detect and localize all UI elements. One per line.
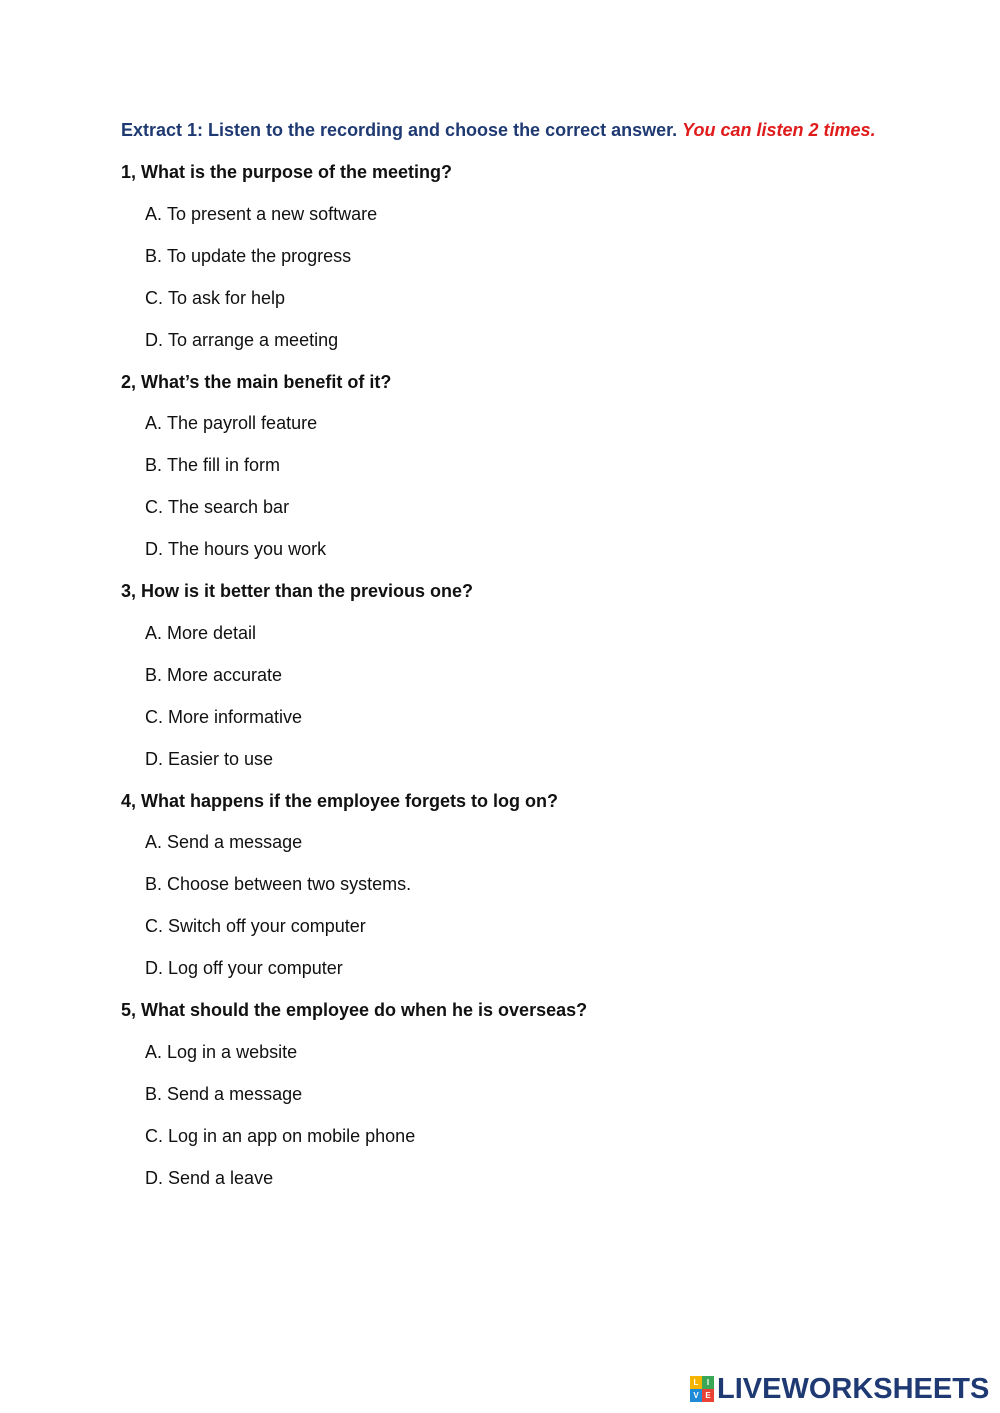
option-text: Choose between two systems.	[167, 874, 412, 894]
option-letter: D.	[145, 330, 163, 350]
logo-mark-letter: V	[690, 1389, 702, 1402]
option-letter: A.	[145, 832, 163, 852]
answer-option[interactable]	[145, 204, 377, 225]
option-text: Send a leave	[168, 1168, 274, 1188]
answer-option[interactable]	[145, 874, 411, 895]
answer-option[interactable]	[145, 832, 302, 853]
option-letter: D.	[145, 749, 163, 769]
option-text: The search bar	[168, 497, 290, 517]
option-letter: B.	[145, 874, 163, 894]
answer-option[interactable]	[145, 288, 285, 309]
option-text: Log off your computer	[168, 958, 343, 978]
answer-option[interactable]	[145, 749, 273, 770]
question-3: 3, How is it better than the previous one?	[121, 581, 474, 601]
option-text: To arrange a meeting	[168, 330, 339, 350]
option-letter: A.	[145, 1042, 163, 1062]
option-text: Send a message	[167, 1084, 303, 1104]
answer-option[interactable]	[145, 665, 282, 686]
answer-option[interactable]	[145, 707, 302, 728]
option-letter: C.	[145, 288, 163, 308]
question-4: 4, What happens if the employee forgets to log on?	[121, 791, 559, 811]
liveworksheets-logo	[690, 1373, 989, 1405]
option-text: More accurate	[167, 665, 283, 685]
option-letter: B.	[145, 246, 163, 266]
answer-option[interactable]	[145, 246, 351, 267]
option-text: More detail	[167, 623, 257, 643]
option-text: To ask for help	[168, 288, 286, 308]
option-text: Send a message	[167, 832, 303, 852]
option-text: Easier to use	[168, 749, 274, 769]
answer-option[interactable]	[145, 455, 280, 476]
option-text: To present a new software	[167, 204, 378, 224]
option-letter: C.	[145, 707, 163, 727]
logo-mark-icon	[690, 1376, 714, 1402]
option-letter: B.	[145, 1084, 163, 1104]
answer-option[interactable]	[145, 497, 289, 518]
instruction-text: Extract 1: Listen to the recording and choose the correct answer.	[121, 120, 678, 140]
option-letter: B.	[145, 665, 163, 685]
option-text: The fill in form	[167, 455, 281, 475]
option-text: More informative	[168, 707, 303, 727]
option-text: Log in a website	[167, 1042, 298, 1062]
option-letter: A.	[145, 413, 163, 433]
instruction-note: You can listen 2 times.	[682, 120, 876, 140]
option-letter: D.	[145, 539, 163, 559]
answer-option[interactable]	[145, 539, 326, 560]
option-letter: B.	[145, 455, 163, 475]
logo-mark-letter: L	[690, 1376, 702, 1389]
option-text: The hours you work	[168, 539, 327, 559]
question-2: 2, What’s the main benefit of it?	[121, 372, 392, 392]
answer-option[interactable]	[145, 1126, 415, 1147]
instruction-line	[121, 120, 876, 141]
option-text: To update the progress	[167, 246, 352, 266]
question-1: 1, What is the purpose of the meeting?	[121, 162, 453, 182]
option-text: Switch off your computer	[168, 916, 366, 936]
logo-text: LIVEWORKSHEETS	[717, 1372, 990, 1405]
option-letter: A.	[145, 623, 163, 643]
answer-option[interactable]	[145, 1042, 297, 1063]
option-text: Log in an app on mobile phone	[168, 1126, 416, 1146]
option-letter: D.	[145, 958, 163, 978]
answer-option[interactable]	[145, 916, 366, 937]
answer-option[interactable]	[145, 623, 256, 644]
answer-option[interactable]	[145, 1084, 302, 1105]
option-letter: C.	[145, 497, 163, 517]
option-text: The payroll feature	[167, 413, 318, 433]
answer-option[interactable]	[145, 330, 338, 351]
option-letter: A.	[145, 204, 163, 224]
answer-option[interactable]	[145, 413, 317, 434]
option-letter: C.	[145, 1126, 163, 1146]
logo-mark-letter: E	[702, 1389, 714, 1402]
answer-option[interactable]	[145, 958, 343, 979]
option-letter: D.	[145, 1168, 163, 1188]
logo-mark-letter: I	[702, 1376, 714, 1389]
question-5: 5, What should the employee do when he is overseas?	[121, 1000, 588, 1020]
answer-option[interactable]	[145, 1168, 273, 1189]
option-letter: C.	[145, 916, 163, 936]
